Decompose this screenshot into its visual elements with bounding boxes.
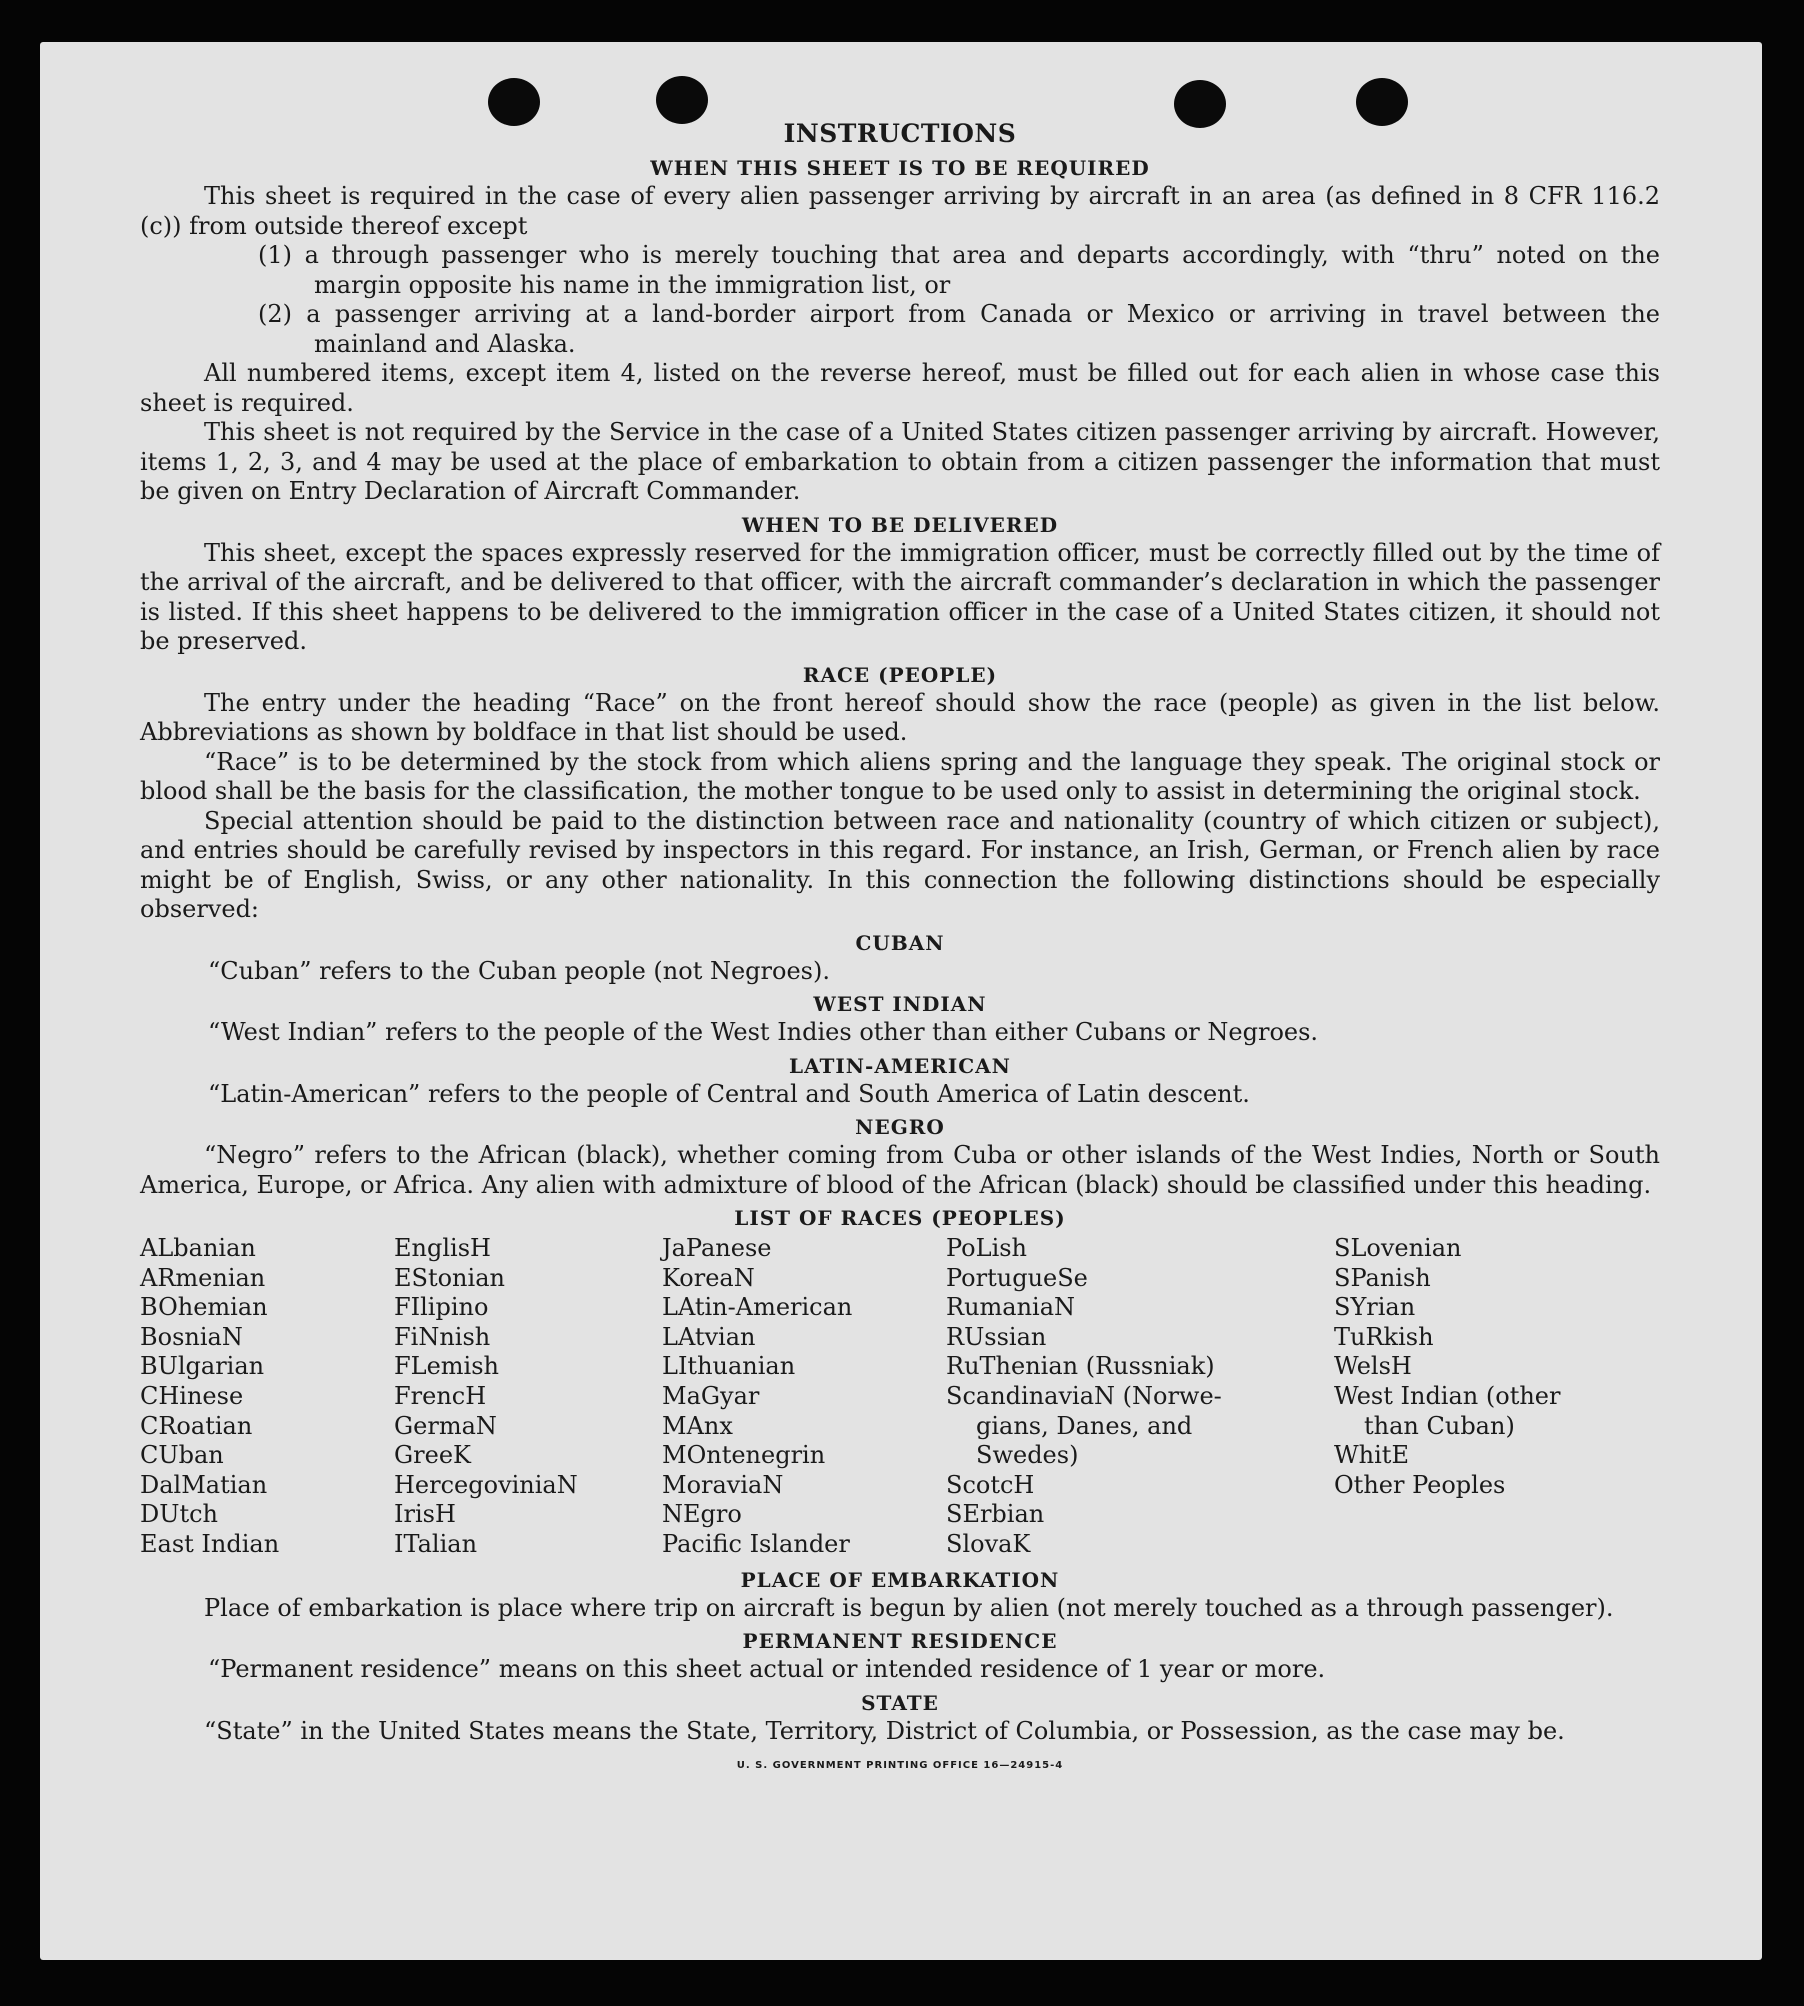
definition-negro: “Negro” refers to the African (black), whether coming from Cuba or other islands of the West Indies, North or South America, Europe, or Africa. Any alien with admixture of blood of the African (black) should be classified under this heading. bbox=[140, 1141, 1660, 1199]
race-entry: RumaniaN bbox=[946, 1293, 1076, 1322]
paragraph: All numbered items, except item 4, listed on the reverse hereof, must be filled out for each alien in whose case this sheet is required. bbox=[140, 359, 1660, 417]
race-entry: JaPanese bbox=[662, 1234, 772, 1262]
paragraph: The entry under the heading “Race” on the front hereof should show the race (people) as given in the list below. Abbreviations as shown by boldface in that list should be used. bbox=[140, 688, 1660, 746]
race-entry: FrencH bbox=[394, 1381, 487, 1410]
race-entry: than Cuban) bbox=[1364, 1411, 1515, 1440]
race-entry: MaGyar bbox=[662, 1381, 760, 1410]
heading-race: RACE (PEOPLE) bbox=[802, 662, 998, 687]
races-column-5 bbox=[1334, 1234, 1634, 1560]
race-entry: LIthuanian bbox=[662, 1352, 796, 1381]
race-entry: GreeK bbox=[394, 1441, 471, 1470]
race-entry: NEgro bbox=[662, 1500, 742, 1529]
paragraph: This sheet is not required by the Service in the case of a United States citizen passenger arriving by aircraft. However, items 1, 2, 3, and 4 may be used at the place of embarkation to obtain from a citizen passenger the information that must be given on Entry Declaration of Aircraft Commander. bbox=[140, 418, 1660, 505]
races-column-3 bbox=[662, 1234, 946, 1560]
heading-when-delivered: WHEN TO BE DELIVERED bbox=[741, 512, 1059, 537]
race-entry: SErbian bbox=[946, 1500, 1045, 1529]
race-entry: EStonian bbox=[394, 1263, 505, 1292]
race-entry: Other Peoples bbox=[1334, 1470, 1506, 1499]
definition-latin-american: “Latin-American” refers to the people of Central and South America of Latin descent. bbox=[208, 1079, 1250, 1108]
race-entry: SlovaK bbox=[946, 1529, 1031, 1558]
definition-state: “State” in the United States means the State, Territory, District of Columbia, or Possession, as the case may be. bbox=[204, 1716, 1565, 1745]
race-entry: WelsH bbox=[1334, 1352, 1412, 1381]
race-entry: SPanish bbox=[1334, 1263, 1431, 1292]
race-entry: BUlgarian bbox=[140, 1352, 265, 1381]
definition-embarkation: Place of embarkation is place where trip on aircraft is begun by alien (not merely touched as a through passenger). bbox=[204, 1593, 1614, 1622]
list-item: (1) a through passenger who is merely touching that area and departs accordingly, with “thru” noted on the margin opposite his name in the immigration list, or bbox=[258, 241, 1660, 299]
race-entry: DalMatian bbox=[140, 1470, 268, 1499]
list-item: (2) a passenger arriving at a land-border airport from Canada or Mexico or arriving in travel between the mainland and Alaska. bbox=[258, 300, 1660, 358]
race-entry: RUssian bbox=[946, 1322, 1047, 1351]
race-entry: West Indian (other bbox=[1334, 1381, 1561, 1410]
heading-list-of-races: LIST OF RACES (PEOPLES) bbox=[734, 1206, 1066, 1230]
race-entry: FiNnish bbox=[394, 1322, 491, 1351]
heading-latin-american: LATIN-AMERICAN bbox=[789, 1053, 1011, 1078]
heading-state: STATE bbox=[861, 1690, 939, 1715]
race-entry: Swedes) bbox=[976, 1441, 1079, 1470]
heading-when-required: WHEN THIS SHEET IS TO BE REQUIRED bbox=[650, 156, 1150, 180]
paragraph: “Race” is to be determined by the stock from which aliens spring and the language they speak. The original stock or blood shall be the basis for the classification, the mother tongue to be used only to assist in determining the original stock. bbox=[140, 747, 1660, 805]
paragraph: This sheet, except the spaces expressly reserved for the immigration officer, must be correctly filled out by the time of the arrival of the aircraft, and be delivered to that officer, with the aircraft commander’s declaration in which the passenger is listed. If this sheet happens to be delivered to the immigration officer in the case of a United States citizen, it should not be preserved. bbox=[140, 538, 1660, 655]
race-entry: TuRkish bbox=[1334, 1322, 1434, 1351]
race-entry: ALbanian bbox=[140, 1234, 256, 1262]
race-entry: ScandinaviaN (Norwe- bbox=[946, 1381, 1222, 1410]
races-column-2 bbox=[394, 1234, 662, 1560]
race-entry: FIlipino bbox=[394, 1293, 489, 1322]
race-entry: RuThenian (Russniak) bbox=[946, 1352, 1215, 1381]
race-entry: HercegoviniaN bbox=[394, 1470, 578, 1499]
race-entry: BosniaN bbox=[140, 1322, 243, 1351]
races-column-4 bbox=[946, 1234, 1334, 1560]
race-entry: CRoatian bbox=[140, 1411, 253, 1440]
heading-permanent-residence: PERMANENT RESIDENCE bbox=[742, 1629, 1058, 1654]
races-list bbox=[140, 1234, 1660, 1560]
heading-west-indian: WEST INDIAN bbox=[813, 992, 987, 1016]
race-entry: ITalian bbox=[394, 1529, 478, 1558]
race-entry: EnglisH bbox=[394, 1234, 491, 1262]
race-entry: Pacific Islander bbox=[662, 1529, 850, 1558]
races-column-1 bbox=[140, 1234, 394, 1560]
race-entry: IrisH bbox=[394, 1500, 456, 1529]
race-entry: East Indian bbox=[140, 1529, 280, 1558]
paragraph: This sheet is required in the case of every alien passenger arriving by aircraft in an area (as defined in 8 CFR 116.2 (c)) from outside thereof except bbox=[140, 182, 1660, 240]
heading-cuban: CUBAN bbox=[855, 930, 945, 955]
race-entry: CUban bbox=[140, 1441, 224, 1470]
race-entry: BOhemian bbox=[140, 1293, 268, 1322]
instructions-content bbox=[140, 118, 1660, 1771]
race-entry: GermaN bbox=[394, 1411, 497, 1440]
race-entry: gians, Danes, and bbox=[976, 1411, 1193, 1440]
page-title: INSTRUCTIONS bbox=[783, 119, 1017, 148]
race-entry: MAnx bbox=[662, 1411, 733, 1440]
race-entry: PoLish bbox=[946, 1234, 1028, 1262]
definition-west-indian: “West Indian” refers to the people of the West Indies other than either Cubans or Negroes. bbox=[208, 1018, 1319, 1046]
race-entry: CHinese bbox=[140, 1381, 244, 1410]
printer-imprint: U. S. GOVERNMENT PRINTING OFFICE 16—24915-4 bbox=[736, 1760, 1064, 1772]
race-entry: MOntenegrin bbox=[662, 1441, 826, 1470]
definition-cuban: “Cuban” refers to the Cuban people (not Negroes). bbox=[208, 956, 830, 985]
race-entry: SLovenian bbox=[1334, 1234, 1462, 1262]
race-entry: FLemish bbox=[394, 1352, 499, 1381]
race-entry: WhitE bbox=[1334, 1441, 1409, 1470]
paragraph: Special attention should be paid to the distinction between race and nationality (country of which citizen or subject), and entries should be carefully revised by inspectors in this regard. For instance, an Irish, German, or French alien by race might be of English, Swiss, or any other nationality. In this connection the following distinctions should be especially observed: bbox=[140, 806, 1660, 923]
race-entry: LAtvian bbox=[662, 1322, 756, 1351]
heading-negro: NEGRO bbox=[855, 1115, 945, 1139]
punch-hole-icon bbox=[656, 76, 708, 124]
heading-place-of-embarkation: PLACE OF EMBARKATION bbox=[740, 1567, 1060, 1592]
race-entry: DUtch bbox=[140, 1500, 219, 1529]
race-entry: ARmenian bbox=[140, 1263, 266, 1292]
race-entry: SYrian bbox=[1334, 1293, 1416, 1322]
definition-residence: “Permanent residence” means on this sheet actual or intended residence of 1 year or more. bbox=[208, 1655, 1326, 1684]
race-entry: MoraviaN bbox=[662, 1470, 784, 1499]
race-entry: ScotcH bbox=[946, 1470, 1035, 1499]
race-entry: LAtin-American bbox=[662, 1293, 853, 1322]
race-entry: PortugueSe bbox=[946, 1263, 1088, 1292]
race-entry: KoreaN bbox=[662, 1263, 755, 1292]
